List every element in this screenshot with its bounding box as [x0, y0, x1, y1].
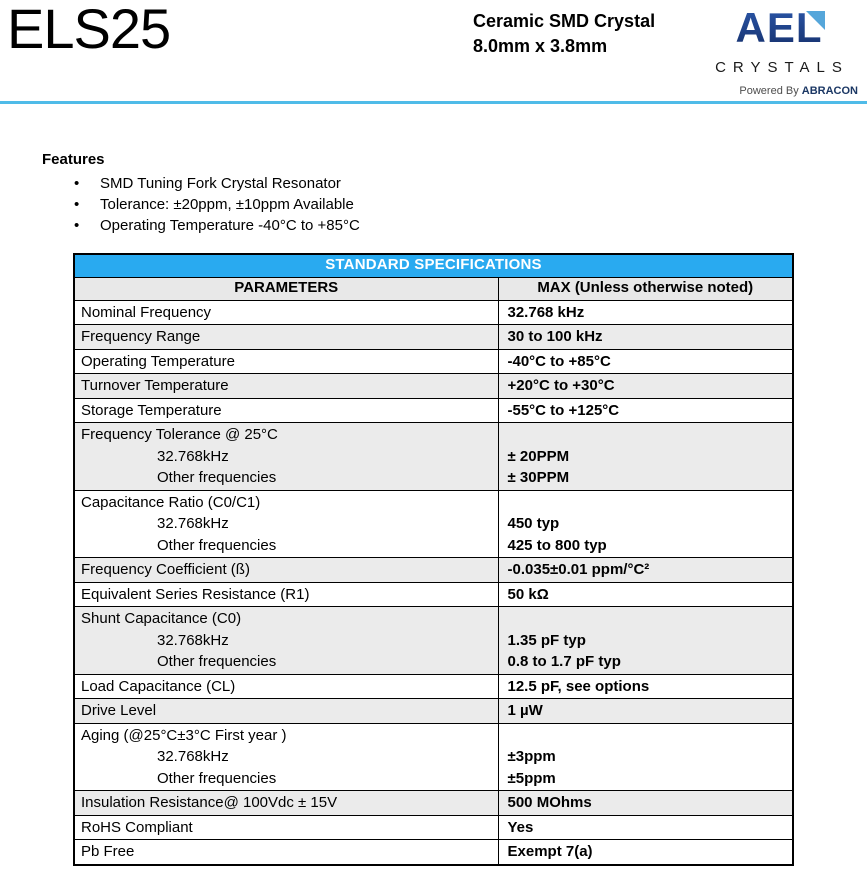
parameter-label: Turnover Temperature [81, 377, 229, 394]
table-row [74, 582, 793, 607]
logo-brand [735, 4, 823, 58]
parameter-label: Load Capacitance (CL) [81, 677, 236, 695]
parameter-cell [74, 607, 498, 675]
column-header-max: MAX (Unless otherwise noted) [498, 277, 793, 300]
value-text: 425 to 800 typ [507, 536, 607, 554]
parameter-label: Nominal Frequency [81, 303, 212, 321]
parameter-cell [74, 558, 498, 583]
parameter-cell [74, 490, 498, 558]
table-row [74, 607, 793, 675]
parameter-subline: Other frequencies [157, 653, 277, 670]
parameter-label: Pb Free [81, 843, 135, 860]
parameter-cell [74, 815, 498, 840]
value-text: ±3ppm [507, 748, 556, 765]
logo-brand-sub: CRYSTALS [715, 59, 849, 76]
table-row [74, 699, 793, 724]
value-text: 50 kΩ [507, 585, 549, 603]
parameter-cell [74, 791, 498, 816]
parameter-label: Insulation Resistance@ 100Vdc ± 15V [81, 794, 338, 811]
parameter-cell [74, 674, 498, 699]
parameter-label: Operating Temperature [81, 352, 235, 370]
value-text: +20°C to +30°C [507, 377, 615, 394]
value-cell [498, 398, 793, 423]
value-text [508, 424, 787, 446]
parameter-subline: 32.768kHz [157, 515, 229, 532]
value-text: 1 µW [507, 702, 543, 719]
value-text [508, 725, 787, 747]
value-cell [498, 558, 793, 583]
standard-specifications-table [73, 253, 794, 866]
value-cell [498, 840, 793, 865]
page-header [0, 0, 867, 101]
value-text: 500 MOhms [507, 794, 592, 811]
parameter-cell [74, 423, 498, 491]
parameter-subline: Other frequencies [157, 536, 277, 554]
value-cell [498, 607, 793, 675]
column-header-parameters: PARAMETERS [74, 277, 498, 300]
value-cell [498, 374, 793, 399]
subtitle-line-2: 8.0mm x 3.8mm [473, 36, 608, 56]
parameter-label: Aging (@25°C±3°C First year ) [81, 726, 287, 744]
parameter-subline: Other frequencies [157, 769, 277, 787]
value-cell [498, 674, 793, 699]
parameter-subline: 32.768kHz [157, 748, 229, 765]
value-text: -0.035±0.01 ppm/°C² [507, 561, 650, 578]
subtitle-line-1: Ceramic SMD Crystal [473, 11, 656, 31]
parameter-label: Storage Temperature [81, 401, 222, 419]
value-cell [498, 815, 793, 840]
parameter-cell [74, 699, 498, 724]
parameter-label: Frequency Coefficient (ß) [81, 561, 250, 578]
parameter-cell [74, 723, 498, 791]
table-row [74, 398, 793, 423]
value-text: Exempt 7(a) [507, 843, 593, 860]
table-row [74, 490, 793, 558]
table-row [74, 423, 793, 491]
table-column-header-row [74, 277, 793, 300]
parameter-subline: Other frequencies [157, 469, 277, 486]
parameter-label: Drive Level [81, 702, 157, 719]
powered-by-line [698, 85, 860, 97]
value-text: Yes [507, 818, 534, 836]
parameter-label: Frequency Range [81, 328, 201, 345]
value-text: 1.35 pF typ [507, 631, 586, 649]
value-text [508, 608, 787, 630]
parameter-label: Capacitance Ratio (C0/C1) [81, 493, 261, 511]
value-cell [498, 699, 793, 724]
table-row [74, 300, 793, 325]
logo-triangle-icon [806, 11, 825, 30]
table-row [74, 815, 793, 840]
value-text: 450 typ [507, 515, 560, 532]
feature-item: • Operating Temperature -40°C to +85°C [42, 215, 867, 236]
parameter-cell [74, 325, 498, 350]
ael-crystals-logo [698, 4, 860, 97]
parameter-label: Equivalent Series Resistance (R1) [81, 585, 310, 603]
value-text: ± 20PPM [507, 447, 570, 465]
value-text: 12.5 pF, see options [507, 677, 650, 695]
value-text: -55°C to +125°C [507, 401, 620, 419]
spec-table-body [74, 300, 793, 865]
parameter-subline: 32.768kHz [157, 447, 229, 465]
features-heading: Features [42, 151, 105, 168]
parameter-cell [74, 582, 498, 607]
table-title: STANDARD SPECIFICATIONS [74, 254, 793, 277]
value-cell [498, 490, 793, 558]
product-title: ELS25 [7, 0, 171, 60]
parameter-label: RoHS Compliant [81, 818, 193, 836]
feature-item: • SMD Tuning Fork Crystal Resonator [42, 173, 867, 194]
parameter-subline: 32.768kHz [157, 631, 229, 649]
product-subtitle [473, 9, 655, 59]
table-row [74, 325, 793, 350]
value-cell [498, 300, 793, 325]
value-cell [498, 423, 793, 491]
value-cell [498, 723, 793, 791]
value-cell [498, 349, 793, 374]
table-row [74, 840, 793, 865]
table-row [74, 791, 793, 816]
value-text: ±5ppm [507, 769, 556, 787]
table-row [74, 723, 793, 791]
feature-item: • Tolerance: ±20ppm, ±10ppm Available [42, 194, 867, 215]
logo-brand-text: AEL [735, 4, 823, 51]
table-title-row [74, 254, 793, 277]
value-cell [498, 325, 793, 350]
table-row [74, 349, 793, 374]
parameter-cell [74, 374, 498, 399]
parameter-cell [74, 349, 498, 374]
features-section [42, 151, 867, 236]
parameter-cell [74, 300, 498, 325]
header-divider-rule [0, 101, 867, 104]
parameter-label: Frequency Tolerance @ 25°C [81, 426, 278, 443]
parameter-cell [74, 840, 498, 865]
table-row [74, 374, 793, 399]
parameter-cell [74, 398, 498, 423]
value-text: 32.768 kHz [507, 303, 585, 321]
features-list [42, 173, 867, 236]
value-text: 30 to 100 kHz [507, 328, 603, 345]
table-row [74, 558, 793, 583]
parameter-label: Shunt Capacitance (C0) [81, 610, 242, 627]
powered-by-label: Powered By [739, 85, 802, 97]
table-row [74, 674, 793, 699]
value-text: 0.8 to 1.7 pF typ [507, 653, 621, 670]
value-text: ± 30PPM [507, 469, 570, 486]
value-text [508, 492, 787, 514]
value-text: -40°C to +85°C [507, 352, 611, 370]
value-cell [498, 582, 793, 607]
abracon-brand: ABRACON [801, 85, 858, 97]
value-cell [498, 791, 793, 816]
